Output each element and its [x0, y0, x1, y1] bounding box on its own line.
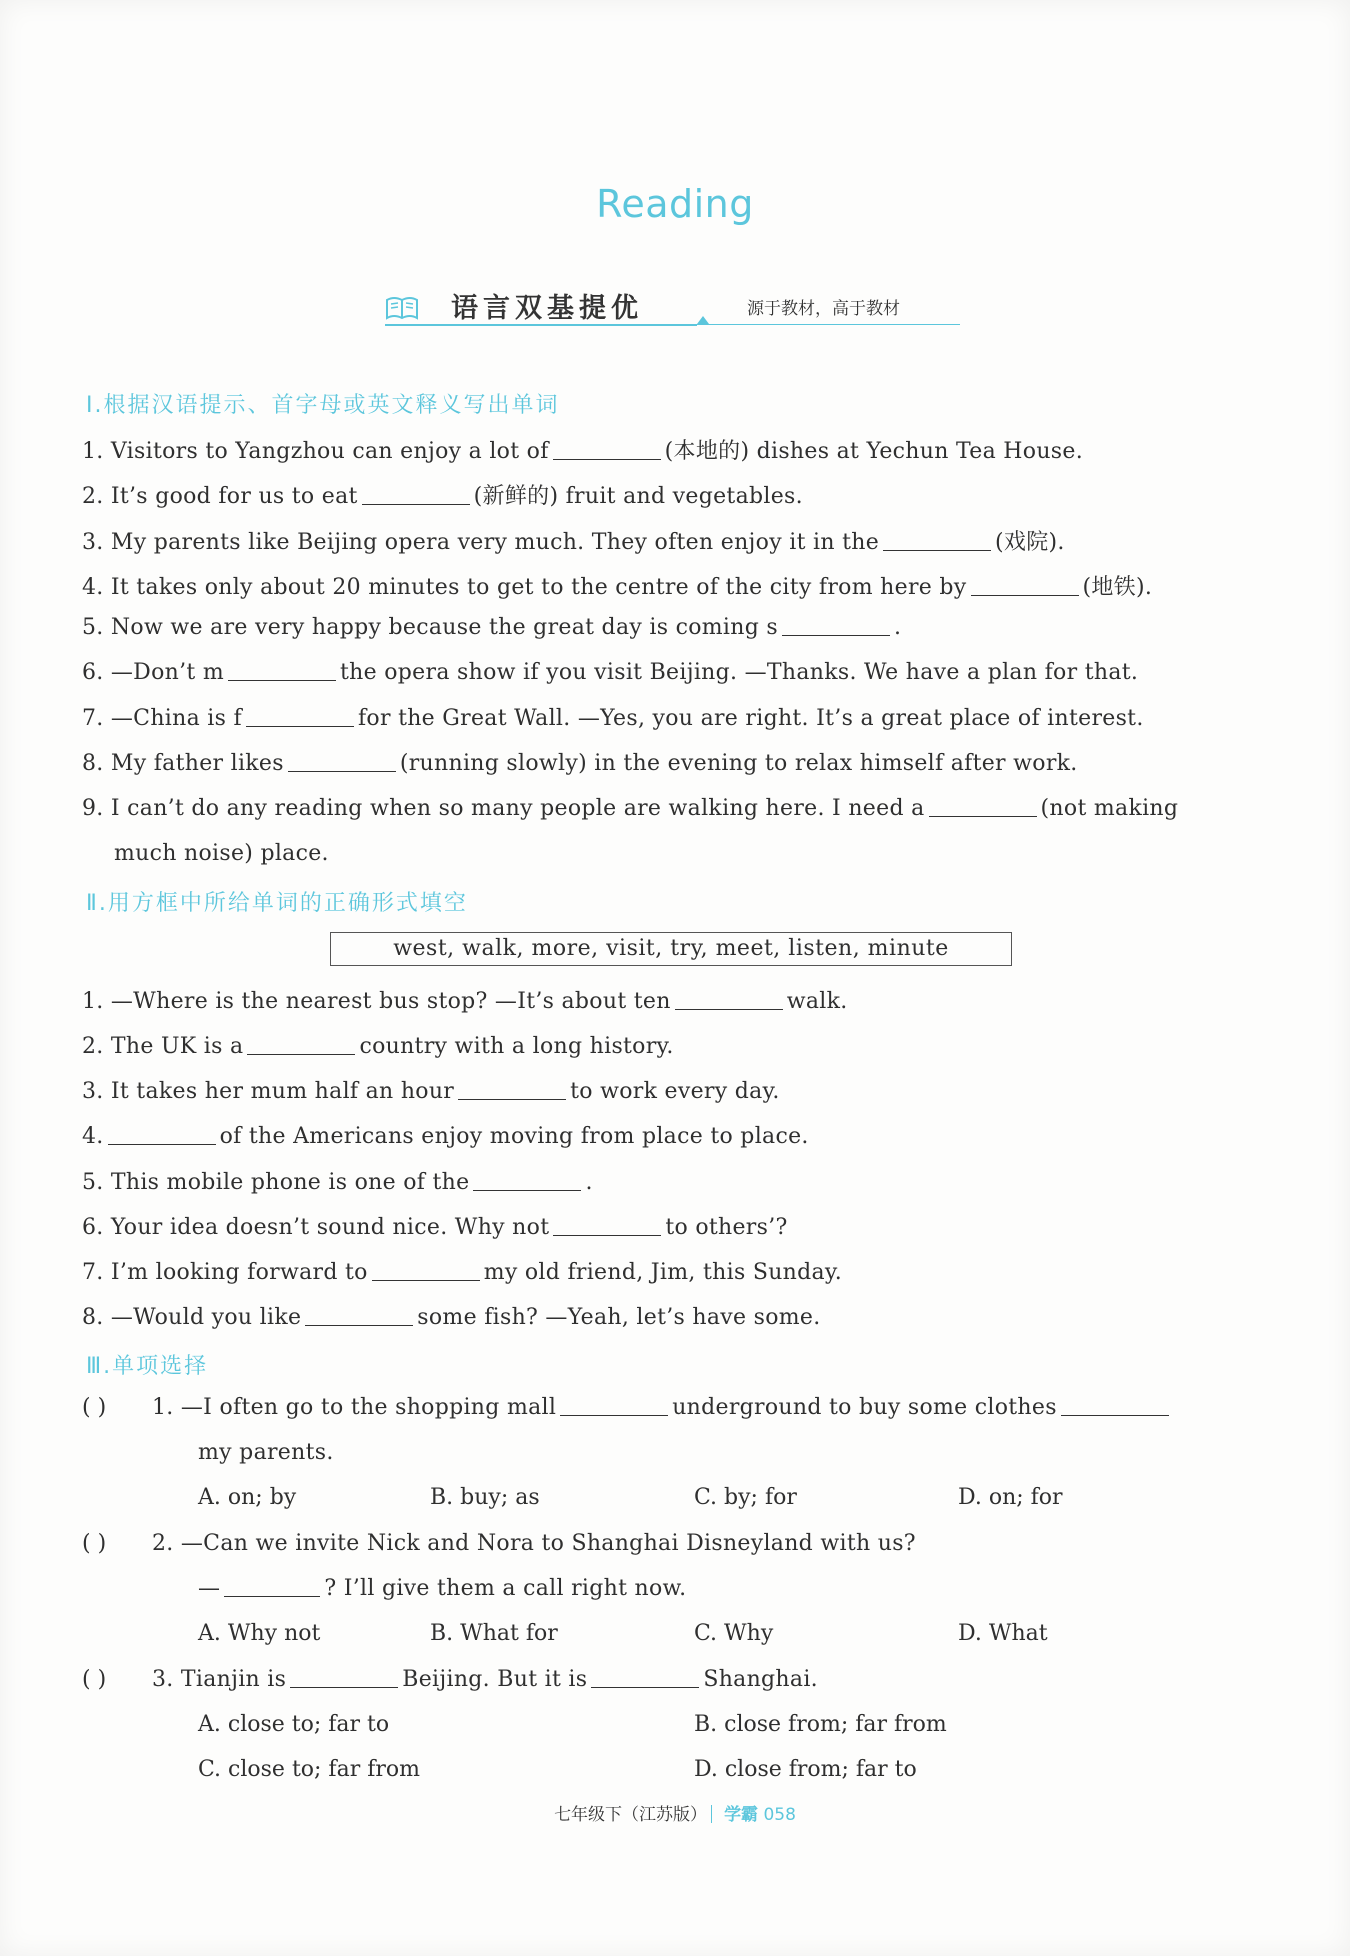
open-book-icon [385, 292, 419, 322]
s2-question-3: 3. It takes her mum half an hour to work every day. [82, 1079, 780, 1104]
option-a[interactable]: A. close to; far to [198, 1712, 390, 1737]
s2-question-8: 8. —Would you like some fish? —Yeah, let’s have some. [82, 1305, 821, 1330]
s1-question-4: 4. It takes only about 20 minutes to get to the centre of the city from here by (地铁). [82, 575, 1153, 600]
answer-blank[interactable] [675, 1008, 783, 1010]
s2-question-6: 6. Your idea doesn’t sound nice. Why not to others’? [82, 1215, 788, 1240]
s1-question-9-continued: much noise) place. [114, 841, 329, 866]
option-c[interactable]: C. by; for [694, 1485, 797, 1510]
option-d[interactable]: D. on; for [958, 1485, 1063, 1510]
answer-blank[interactable] [372, 1279, 480, 1281]
answer-blank[interactable] [883, 549, 991, 551]
page-title: Reading [596, 182, 754, 226]
s2-question-7: 7. I’m looking forward to my old friend, Jim, this Sunday. [82, 1260, 843, 1285]
banner-underline-thin [697, 324, 960, 325]
option-c[interactable]: C. close to; far from [198, 1757, 420, 1782]
s3-question-2: 2. —Can we invite Nick and Nora to Shanghai Disneyland with us? [152, 1531, 916, 1556]
page-number: 058 [763, 1805, 796, 1825]
answer-blank[interactable] [246, 725, 354, 727]
answer-blank[interactable] [247, 1053, 355, 1055]
answer-paren[interactable]: ( ) [82, 1395, 107, 1420]
s3-question-1: 1. —I often go to the shopping mall underground to buy some clothes [152, 1395, 1173, 1420]
footer-grade: 七年级下（江苏版） [554, 1805, 708, 1825]
s1-question-3: 3. My parents like Beijing opera very much. They often enjoy it in the (戏院). [82, 530, 1065, 555]
answer-blank[interactable] [553, 458, 661, 460]
answer-paren[interactable]: ( ) [82, 1667, 107, 1692]
footer-divider [711, 1805, 712, 1823]
s3-question-1-continued: my parents. [198, 1440, 334, 1465]
answer-blank[interactable] [108, 1143, 216, 1145]
word-box: west, walk, more, visit, try, meet, listen, minute [330, 932, 1012, 966]
s1-question-9: 9. I can’t do any reading when so many people are walking here. I need a (not making [82, 796, 1179, 821]
s1-question-2: 2. It’s good for us to eat (新鲜的) fruit and vegetables. [82, 484, 803, 509]
answer-blank[interactable] [305, 1324, 413, 1326]
section-2-heading: Ⅱ.用方框中所给单词的正确形式填空 [86, 891, 468, 916]
page-footer [0, 1800, 1350, 1825]
answer-blank[interactable] [473, 1189, 581, 1191]
s1-question-8: 8. My father likes (running slowly) in the evening to relax himself after work. [82, 751, 1078, 776]
answer-blank[interactable] [560, 1414, 668, 1416]
banner-title: 语言双基提优 [451, 293, 643, 324]
answer-blank[interactable] [782, 634, 890, 636]
s3-question-2-line2: — ? I’ll give them a call right now. [198, 1576, 687, 1601]
s1-question-5: 5. Now we are very happy because the great day is coming s . [82, 615, 902, 640]
footer-brand: 学霸 [724, 1805, 759, 1825]
banner-underline [385, 324, 697, 326]
answer-blank[interactable] [553, 1234, 661, 1236]
s1-question-6: 6. —Don’t m the opera show if you visit Beijing. —Thanks. We have a plan for that. [82, 660, 1139, 685]
answer-blank[interactable] [224, 1595, 320, 1597]
section-banner [385, 286, 960, 326]
s1-question-7: 7. —China is f for the Great Wall. —Yes, you are right. It’s a great place of interest. [82, 706, 1144, 731]
s1-question-1: 1. Visitors to Yangzhou can enjoy a lot of (本地的) dishes at Yechun Tea House. [82, 439, 1083, 464]
option-d[interactable]: D. close from; far to [694, 1757, 917, 1782]
answer-blank[interactable] [1061, 1414, 1169, 1416]
option-b[interactable]: B. What for [430, 1621, 558, 1646]
answer-blank[interactable] [929, 815, 1037, 817]
s3-question-3: 3. Tianjin is Beijing. But it is Shanghai. [152, 1667, 818, 1692]
section-3-heading: Ⅲ.单项选择 [86, 1354, 209, 1379]
s2-question-4: 4. of the Americans enjoy moving from place to place. [82, 1124, 809, 1149]
section-1-heading: Ⅰ.根据汉语提示、首字母或英文释义写出单词 [86, 393, 560, 418]
option-b[interactable]: B. close from; far from [694, 1712, 947, 1737]
answer-blank[interactable] [971, 594, 1079, 596]
s2-question-1: 1. —Where is the nearest bus stop? —It’s about ten walk. [82, 989, 848, 1014]
option-c[interactable]: C. Why [694, 1621, 774, 1646]
s2-question-2: 2. The UK is a country with a long history. [82, 1034, 674, 1059]
banner-subtitle: 源于教材，高于教材 [747, 299, 900, 319]
answer-paren[interactable]: ( ) [82, 1531, 107, 1556]
option-d[interactable]: D. What [958, 1621, 1048, 1646]
answer-blank[interactable] [362, 503, 470, 505]
answer-blank[interactable] [458, 1098, 566, 1100]
s2-question-5: 5. This mobile phone is one of the . [82, 1170, 593, 1195]
answer-blank[interactable] [288, 770, 396, 772]
option-a[interactable]: A. on; by [198, 1485, 297, 1510]
option-b[interactable]: B. buy; as [430, 1485, 540, 1510]
answer-blank[interactable] [591, 1686, 699, 1688]
answer-blank[interactable] [228, 679, 336, 681]
answer-blank[interactable] [290, 1686, 398, 1688]
banner-pointer-icon [697, 316, 709, 324]
option-a[interactable]: A. Why not [198, 1621, 321, 1646]
